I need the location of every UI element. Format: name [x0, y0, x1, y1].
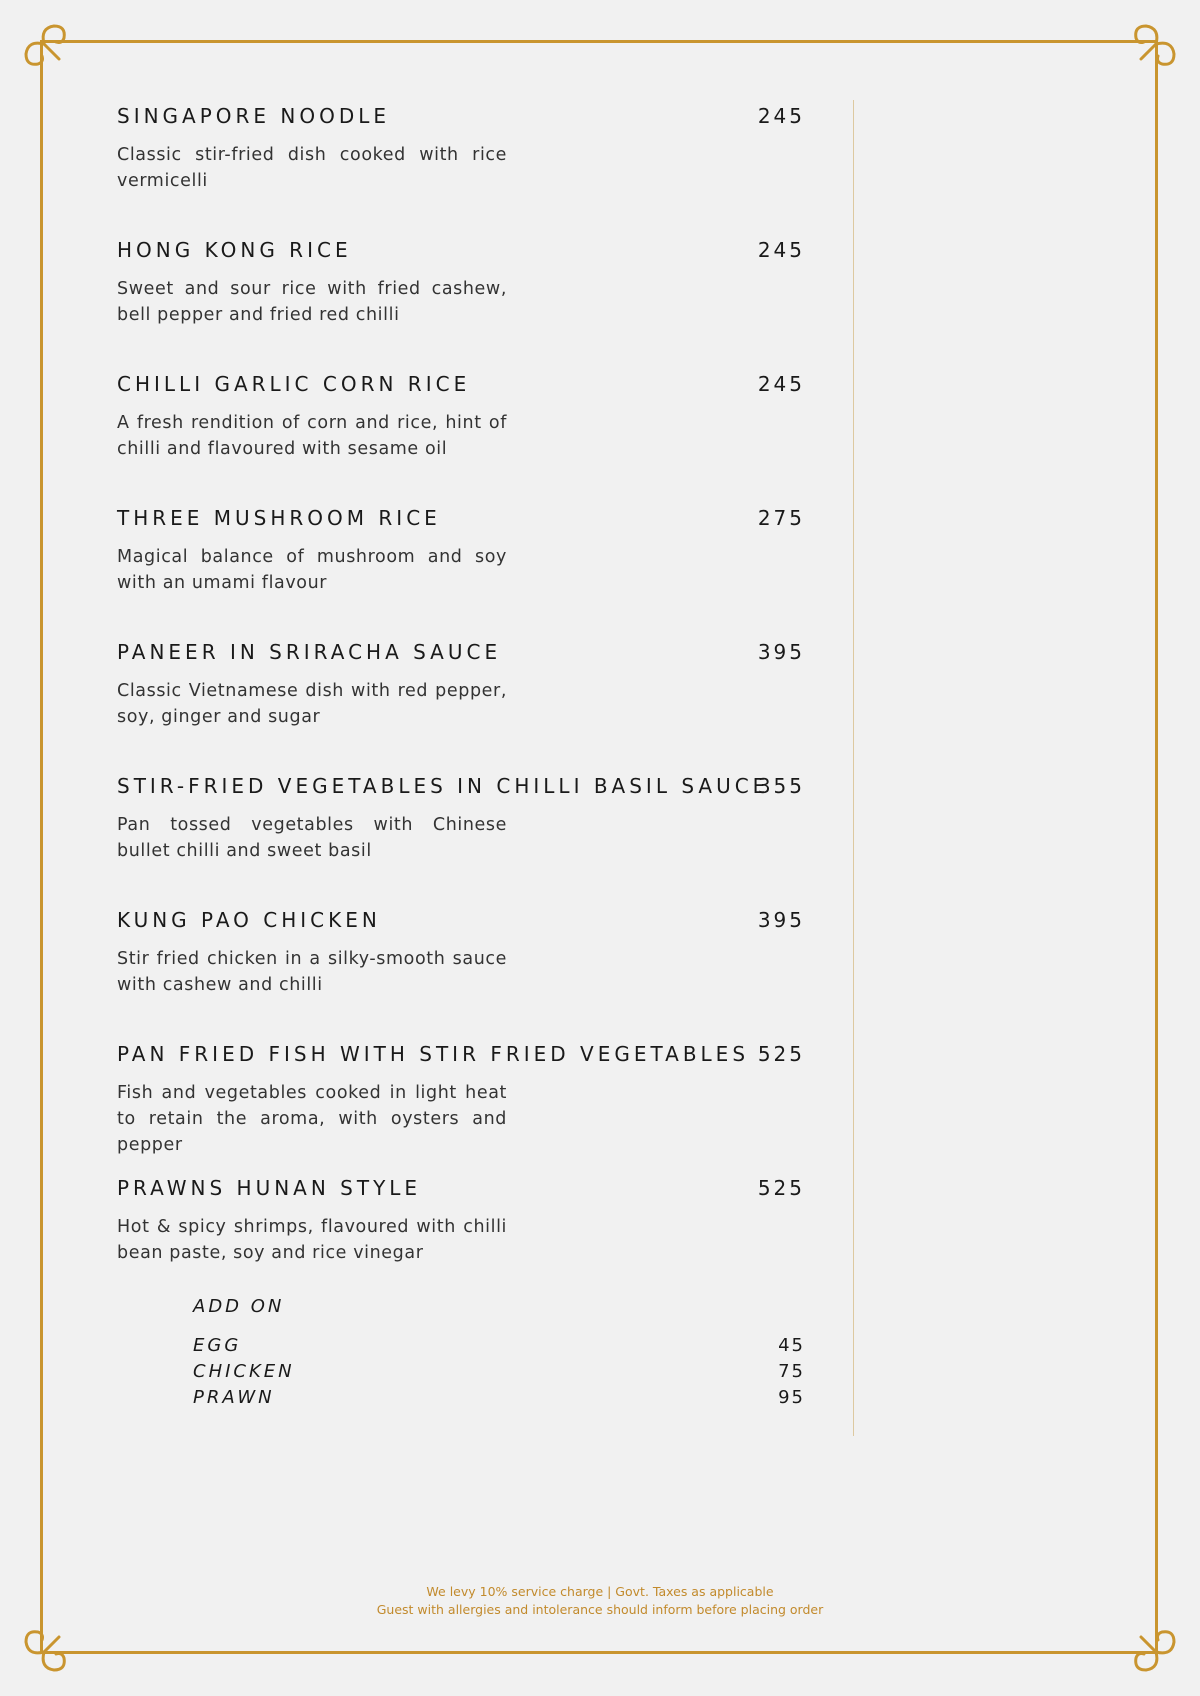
menu-item: [117, 770, 807, 904]
item-description: Sweet and sour rice with fried cashew, bell pepper and fried red chilli: [117, 279, 507, 325]
item-name: PANEER IN SRIRACHA SAUCE: [117, 640, 502, 664]
item-price: 355: [757, 774, 805, 798]
item-description: Classic stir-fried dish cooked with rice vermicelli: [117, 145, 507, 191]
item-price: 395: [757, 640, 805, 664]
item-name: STIR-FRIED VEGETABLES IN CHILLI BASIL SAUCE: [117, 774, 770, 798]
item-name: PRAWNS HUNAN STYLE: [117, 1176, 422, 1200]
menu-item: [117, 234, 807, 368]
menu-item: [117, 1172, 807, 1306]
item-price: 525: [757, 1176, 805, 1200]
column-divider: [853, 100, 854, 1436]
item-description: A fresh rendition of corn and rice, hint of chilli and flavoured with sesame oil: [117, 413, 507, 459]
add-on-name: EGG: [193, 1335, 242, 1356]
footer-line-service-charge: We levy 10% service charge | Govt. Taxes as applicable: [426, 1584, 774, 1599]
menu-item: [117, 502, 807, 636]
footer-note: [0, 1583, 1200, 1619]
corner-flourish-icon: [1106, 14, 1186, 94]
item-name: CHILLI GARLIC CORN RICE: [117, 372, 471, 396]
add-on-price: 75: [778, 1361, 805, 1382]
menu-item: [117, 100, 807, 234]
item-name: PAN FRIED FISH WITH STIR FRIED VEGETABLES: [117, 1042, 750, 1066]
item-price: 525: [757, 1042, 805, 1066]
add-on-title: ADD ON: [193, 1296, 285, 1317]
corner-flourish-icon: [14, 14, 94, 94]
item-description: Stir fried chicken in a silky-smooth sauce with cashew and chilli: [117, 949, 507, 995]
add-on-row: [193, 1335, 807, 1361]
add-on-price: 45: [778, 1335, 805, 1356]
menu-item: [117, 904, 807, 1038]
menu-list: [117, 100, 807, 1306]
footer-line-allergies: Guest with allergies and intolerance should inform before placing order: [376, 1602, 824, 1617]
item-name: KUNG PAO CHICKEN: [117, 908, 381, 932]
add-on-price: 95: [778, 1387, 805, 1408]
item-price: 245: [757, 104, 805, 128]
item-description: Classic Vietnamese dish with red pepper, soy, ginger and sugar: [117, 681, 507, 727]
item-price: 245: [757, 238, 805, 262]
item-price: 245: [757, 372, 805, 396]
add-on-row: [193, 1387, 807, 1413]
item-price: 395: [757, 908, 805, 932]
item-price: 275: [757, 506, 805, 530]
add-on-name: CHICKEN: [193, 1361, 295, 1382]
item-name: SINGAPORE NOODLE: [117, 104, 391, 128]
item-description: Pan tossed vegetables with Chinese bullet chilli and sweet basil: [117, 815, 507, 861]
menu-item: [117, 368, 807, 502]
item-name: HONG KONG RICE: [117, 238, 352, 262]
add-on-section: [193, 1296, 807, 1413]
item-description: Fish and vegetables cooked in light heat to retain the aroma, with oysters and pepper: [117, 1083, 507, 1155]
menu-item: [117, 636, 807, 770]
menu-item: [117, 1038, 807, 1172]
add-on-row: [193, 1361, 807, 1387]
item-description: Hot & spicy shrimps, flavoured with chilli bean paste, soy and rice vinegar: [117, 1217, 507, 1263]
item-name: THREE MUSHROOM RICE: [117, 506, 441, 530]
add-on-name: PRAWN: [193, 1387, 275, 1408]
item-description: Magical balance of mushroom and soy with an umami flavour: [117, 547, 507, 593]
